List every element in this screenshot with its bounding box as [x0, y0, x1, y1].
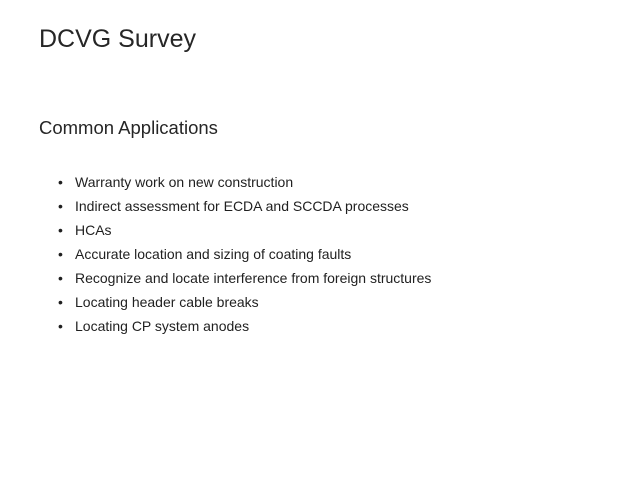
list-item	[58, 314, 431, 338]
bullet-icon: •	[58, 222, 63, 238]
bullet-icon: •	[58, 294, 63, 310]
list-item	[58, 218, 431, 242]
bullet-icon: •	[58, 246, 63, 262]
bullet-text: HCAs	[75, 222, 112, 238]
bullet-text: Indirect assessment for ECDA and SCCDA processes	[75, 198, 409, 214]
bullet-list	[58, 170, 431, 338]
bullet-text: Accurate location and sizing of coating faults	[75, 246, 352, 262]
bullet-text: Recognize and locate interference from foreign structures	[75, 270, 432, 286]
list-item	[58, 242, 431, 266]
section-heading: Common Applications	[39, 117, 218, 138]
list-item	[58, 194, 431, 218]
list-item	[58, 170, 431, 194]
bullet-icon: •	[58, 198, 63, 214]
bullet-icon: •	[58, 174, 63, 190]
slide-title: DCVG Survey	[39, 25, 196, 53]
bullet-icon: •	[58, 270, 63, 286]
list-item	[58, 290, 431, 314]
bullet-text: Warranty work on new construction	[75, 174, 294, 190]
list-item	[58, 266, 431, 290]
bullet-text: Locating CP system anodes	[75, 318, 250, 334]
bullet-text: Locating header cable breaks	[75, 294, 259, 310]
bullet-icon: •	[58, 318, 63, 334]
